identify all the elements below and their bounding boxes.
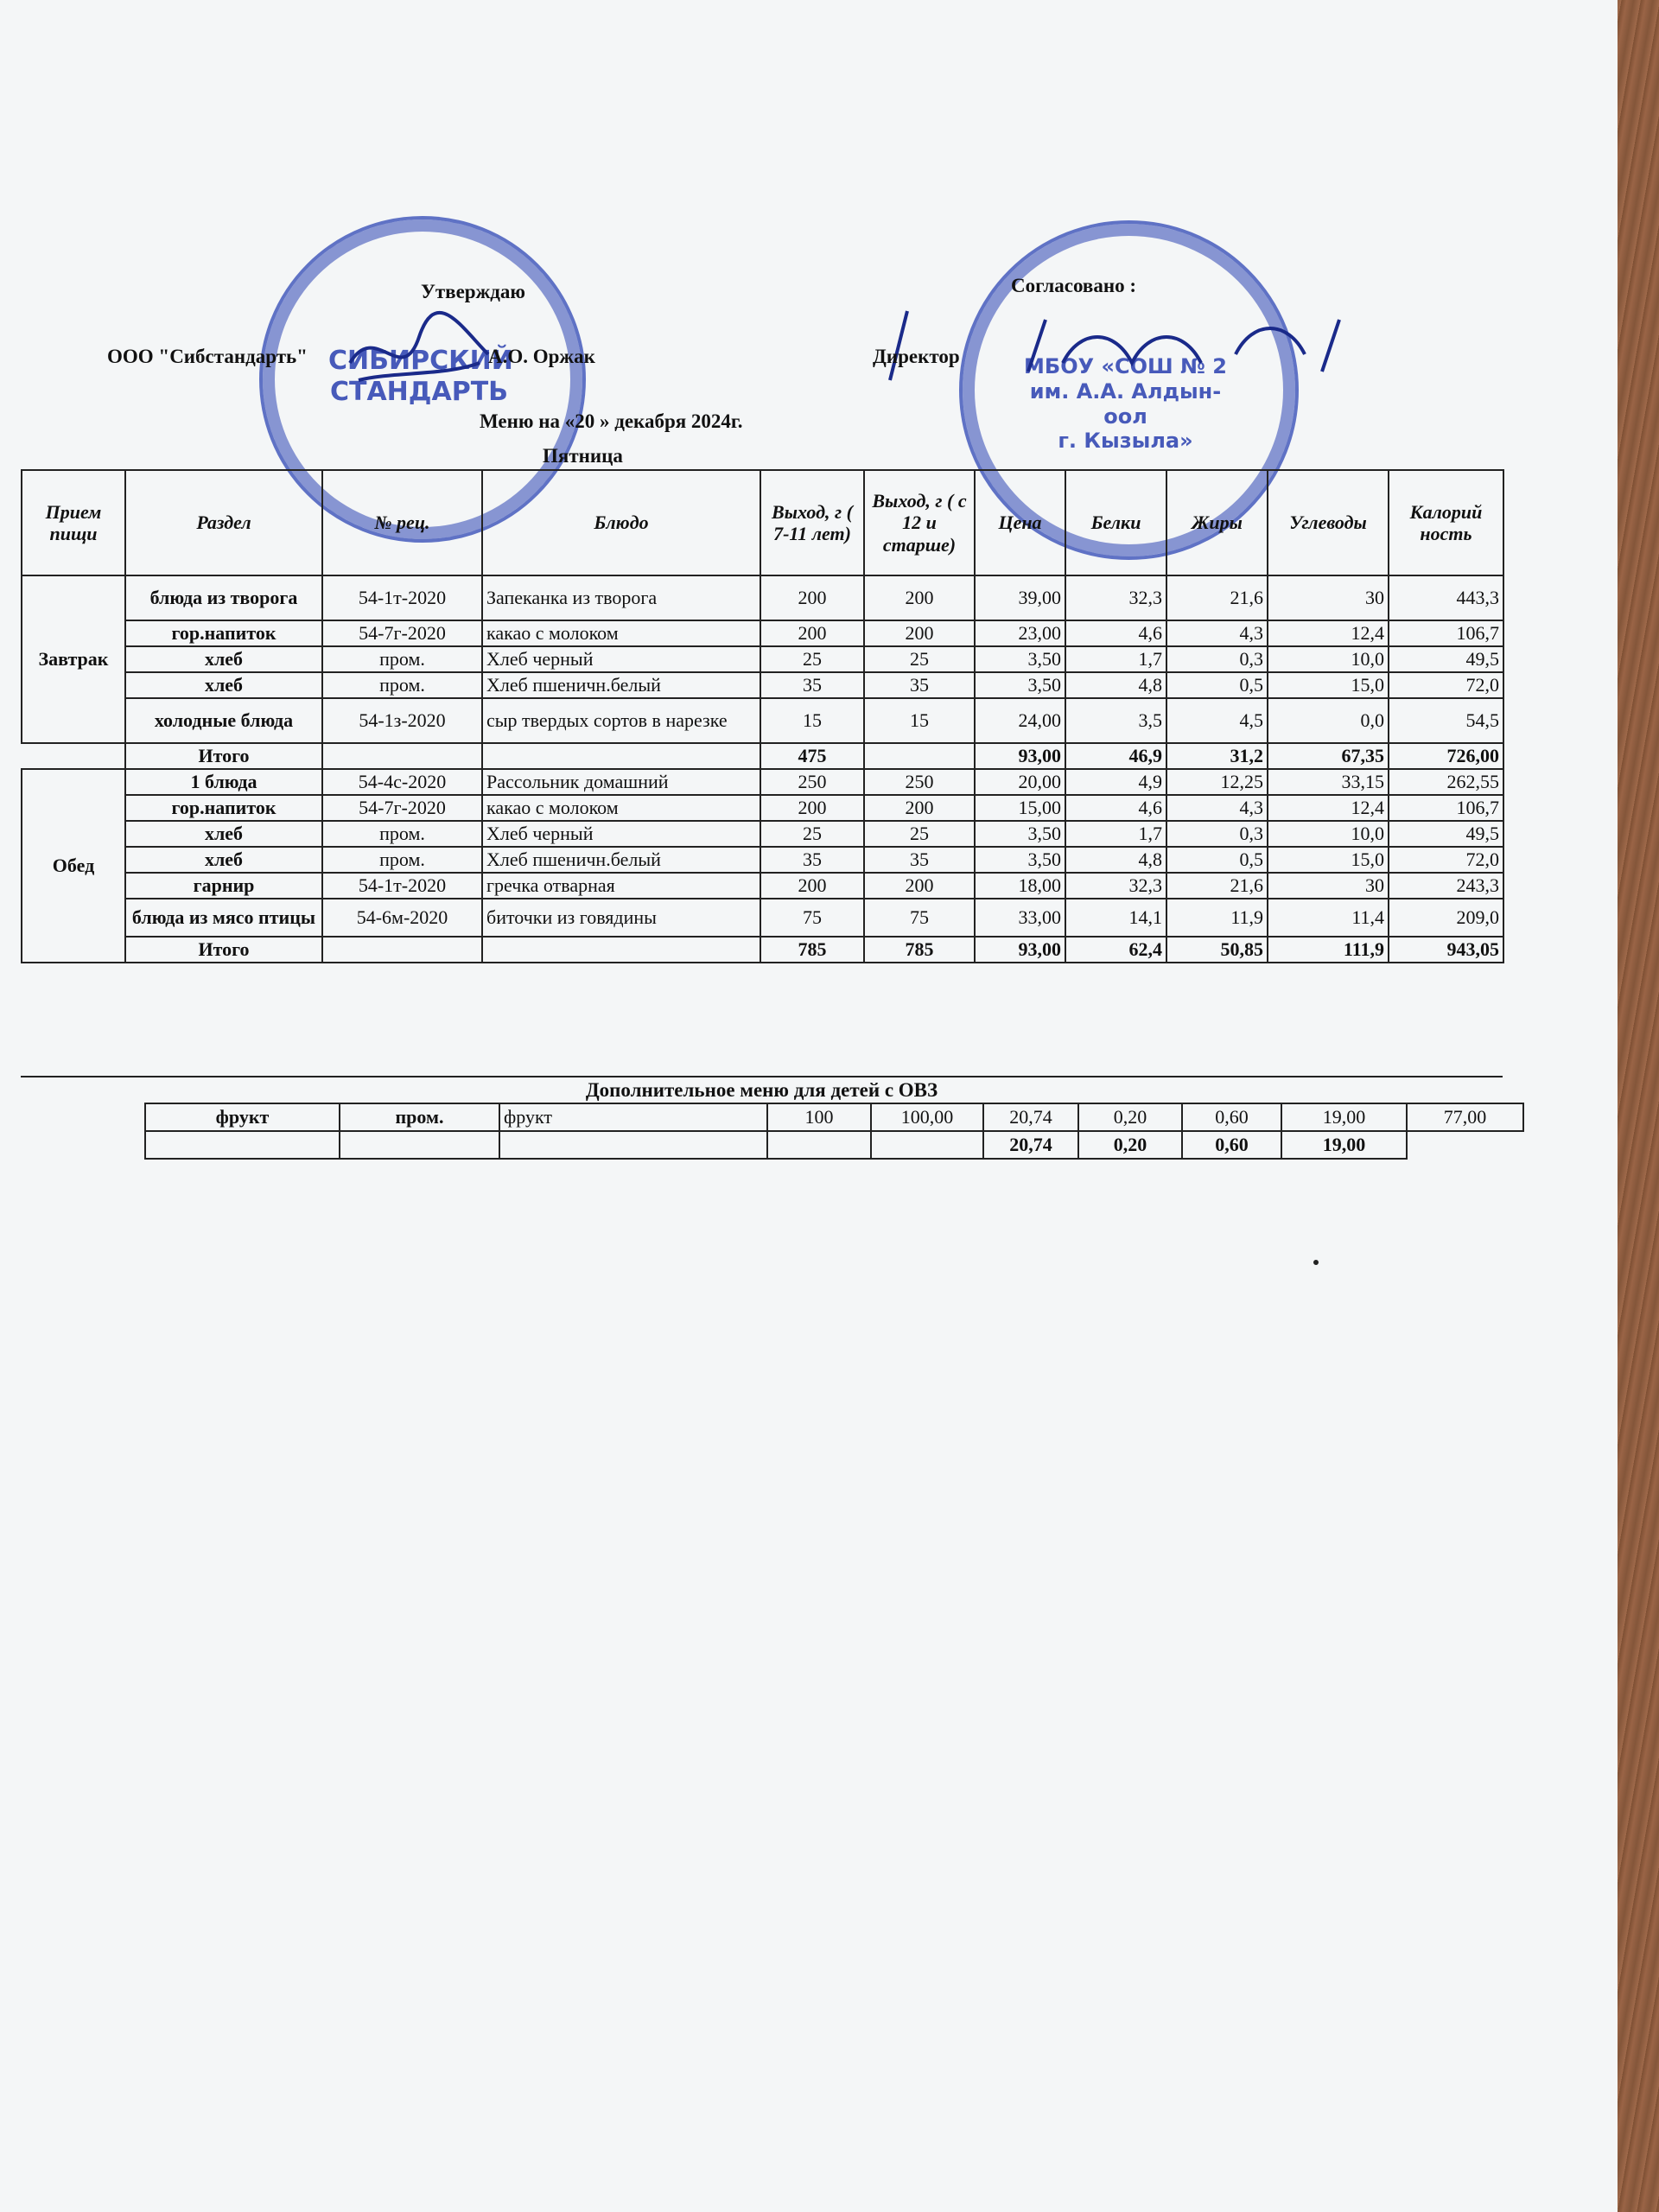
cell-out1: 200 xyxy=(760,575,864,620)
cell-protein: 4,6 xyxy=(1065,795,1166,821)
cell-kcal: 443,3 xyxy=(1389,575,1503,620)
cell-price: 3,50 xyxy=(975,646,1065,672)
cell-out1: 35 xyxy=(760,672,864,698)
col-carbs: Углеводы xyxy=(1268,470,1389,575)
cell-section: блюда из мясо птицы xyxy=(125,899,322,937)
cell-protein: 32,3 xyxy=(1065,575,1166,620)
cell-dish: какао с молоком xyxy=(482,795,760,821)
cell-kcal: 77,00 xyxy=(1407,1103,1523,1131)
cell-fat: 21,6 xyxy=(1166,575,1268,620)
cell-out2: 15 xyxy=(864,698,975,743)
agreed-label: Согласовано : xyxy=(1011,275,1137,296)
cell-dish: гречка отварная xyxy=(482,873,760,899)
cell-dish: Хлеб пшеничн.белый xyxy=(482,847,760,873)
cell-section: хлеб xyxy=(125,847,322,873)
cell-protein: 32,3 xyxy=(1065,873,1166,899)
cell-out2: 100,00 xyxy=(871,1103,983,1131)
cell-kcal: 54,5 xyxy=(1389,698,1503,743)
cell-recipe: пром. xyxy=(322,646,482,672)
cell-carbs: 10,0 xyxy=(1268,646,1389,672)
cell-carbs: 12,4 xyxy=(1268,795,1389,821)
cell-carbs: 19,00 xyxy=(1281,1103,1407,1131)
cell-protein: 3,5 xyxy=(1065,698,1166,743)
cell-price: 3,50 xyxy=(975,821,1065,847)
cell-recipe: 54-1т-2020 xyxy=(322,575,482,620)
table-row xyxy=(22,899,1503,937)
cell-out2: 35 xyxy=(864,847,975,873)
cell-dish: Запеканка из творога xyxy=(482,575,760,620)
cell-fat: 21,6 xyxy=(1166,873,1268,899)
cell-carbs: 19,00 xyxy=(1281,1131,1407,1159)
cell-fat: 0,3 xyxy=(1166,821,1268,847)
cell-dish: биточки из говядины xyxy=(482,899,760,937)
col-out1: Выход, г ( 7-11 лет) xyxy=(760,470,864,575)
meal-cell: Обед xyxy=(22,769,125,963)
extra-menu-table xyxy=(144,1103,1524,1160)
cell-out1: 100 xyxy=(767,1103,871,1131)
total-protein: 46,9 xyxy=(1065,743,1166,769)
cell-kcal: 49,5 xyxy=(1389,821,1503,847)
cell-price: 20,00 xyxy=(975,769,1065,795)
total-fat: 50,85 xyxy=(1166,937,1268,963)
cell-out2: 200 xyxy=(864,795,975,821)
cell-price: 20,74 xyxy=(983,1131,1078,1159)
company-signer: А.О. Оржак xyxy=(488,346,595,367)
cell-fat: 4,5 xyxy=(1166,698,1268,743)
cell-fat: 4,3 xyxy=(1166,620,1268,646)
total-out2 xyxy=(864,743,975,769)
total-kcal: 726,00 xyxy=(1389,743,1503,769)
cell-kcal: 106,7 xyxy=(1389,795,1503,821)
cell-protein: 1,7 xyxy=(1065,821,1166,847)
cell-out2: 75 xyxy=(864,899,975,937)
weekday: Пятница xyxy=(543,445,623,467)
cell-out1: 25 xyxy=(760,646,864,672)
cell-recipe: 54-7г-2020 xyxy=(322,795,482,821)
cell-out1: 250 xyxy=(760,769,864,795)
cell-price: 20,74 xyxy=(983,1103,1078,1131)
cell-dish: Рассольник домашний xyxy=(482,769,760,795)
total-label: Итого xyxy=(125,743,322,769)
cell-fat: 0,5 xyxy=(1166,672,1268,698)
cell-section: хлеб xyxy=(125,672,322,698)
cell-recipe: пром. xyxy=(322,672,482,698)
cell-out2: 250 xyxy=(864,769,975,795)
cell-recipe: 54-7г-2020 xyxy=(322,620,482,646)
cell-protein: 4,8 xyxy=(1065,672,1166,698)
col-section: Раздел xyxy=(125,470,322,575)
cell-recipe: 54-1з-2020 xyxy=(322,698,482,743)
cell-dish: Хлеб черный xyxy=(482,646,760,672)
cell-fat: 0,60 xyxy=(1182,1131,1281,1159)
cell-recipe: 54-1т-2020 xyxy=(322,873,482,899)
cell-recipe: 54-6м-2020 xyxy=(322,899,482,937)
cell-recipe: 54-4с-2020 xyxy=(322,769,482,795)
cell-out1: 25 xyxy=(760,821,864,847)
cell-carbs: 0,0 xyxy=(1268,698,1389,743)
total-carbs: 111,9 xyxy=(1268,937,1389,963)
cell-carbs: 33,15 xyxy=(1268,769,1389,795)
cell-out2: 25 xyxy=(864,821,975,847)
col-out2: Выход, г ( с 12 и старше) xyxy=(864,470,975,575)
total-label: Итого xyxy=(125,937,322,963)
cell-section: фрукт xyxy=(145,1103,340,1131)
table-row xyxy=(22,646,1503,672)
cell-section: гор.напиток xyxy=(125,795,322,821)
cell-carbs: 12,4 xyxy=(1268,620,1389,646)
cell-kcal: 49,5 xyxy=(1389,646,1503,672)
table-row xyxy=(145,1103,1523,1131)
table-row xyxy=(22,620,1503,646)
table-row xyxy=(22,698,1503,743)
col-meal: Прием пищи xyxy=(22,470,125,575)
ink-dot xyxy=(1313,1260,1319,1265)
table-row xyxy=(22,575,1503,620)
cell-out2: 35 xyxy=(864,672,975,698)
cell-price: 24,00 xyxy=(975,698,1065,743)
cell-section: гор.напиток xyxy=(125,620,322,646)
total-out2: 785 xyxy=(864,937,975,963)
menu-title: Меню на «20 » декабря 2024г. xyxy=(480,410,743,432)
cell-out1: 200 xyxy=(760,795,864,821)
cell-out2: 25 xyxy=(864,646,975,672)
cell-protein: 14,1 xyxy=(1065,899,1166,937)
cell-dish: Хлеб черный xyxy=(482,821,760,847)
col-dish: Блюдо xyxy=(482,470,760,575)
total-row xyxy=(22,743,1503,769)
total-carbs: 67,35 xyxy=(1268,743,1389,769)
cell-fat: 11,9 xyxy=(1166,899,1268,937)
cell-out2: 200 xyxy=(864,620,975,646)
cell-fat: 0,60 xyxy=(1182,1103,1281,1131)
cell-kcal: 243,3 xyxy=(1389,873,1503,899)
cell-recipe: пром. xyxy=(322,847,482,873)
cell-recipe: пром. xyxy=(340,1103,499,1131)
total-fat: 31,2 xyxy=(1166,743,1268,769)
cell-protein: 0,20 xyxy=(1078,1103,1182,1131)
table-row xyxy=(22,795,1503,821)
cell-out2: 200 xyxy=(864,873,975,899)
cell-dish: какао с молоком xyxy=(482,620,760,646)
cell-protein: 4,9 xyxy=(1065,769,1166,795)
cell-out1: 75 xyxy=(760,899,864,937)
cell-kcal: 209,0 xyxy=(1389,899,1503,937)
cell-section: гарнир xyxy=(125,873,322,899)
cell-out1: 15 xyxy=(760,698,864,743)
cell-price: 39,00 xyxy=(975,575,1065,620)
meal-cell: Завтрак xyxy=(22,575,125,743)
cell-carbs: 15,0 xyxy=(1268,672,1389,698)
cell-price: 23,00 xyxy=(975,620,1065,646)
approve-label: Утверждаю xyxy=(421,281,525,302)
cell-carbs: 30 xyxy=(1268,575,1389,620)
cell-dish: сыр твердых сортов в нарезке xyxy=(482,698,760,743)
total-protein: 62,4 xyxy=(1065,937,1166,963)
director-label: Директор xyxy=(873,346,960,367)
cell-section: блюда из творога xyxy=(125,575,322,620)
cell-fat: 0,3 xyxy=(1166,646,1268,672)
table-header-row xyxy=(22,470,1503,575)
cell-out1: 200 xyxy=(760,620,864,646)
cell-price: 3,50 xyxy=(975,672,1065,698)
menu-table xyxy=(21,469,1504,963)
total-kcal: 943,05 xyxy=(1389,937,1503,963)
total-out1: 785 xyxy=(760,937,864,963)
cell-protein: 4,8 xyxy=(1065,847,1166,873)
table-row xyxy=(22,873,1503,899)
extra-total-row xyxy=(145,1131,1523,1159)
cell-price: 15,00 xyxy=(975,795,1065,821)
table-row xyxy=(22,821,1503,847)
cell-kcal: 262,55 xyxy=(1389,769,1503,795)
cell-fat: 4,3 xyxy=(1166,795,1268,821)
table-row xyxy=(22,847,1503,873)
col-recipe: № рец. xyxy=(322,470,482,575)
cell-price: 3,50 xyxy=(975,847,1065,873)
extra-menu-title: Дополнительное меню для детей с ОВЗ xyxy=(21,1076,1503,1102)
cell-out1: 200 xyxy=(760,873,864,899)
cell-protein: 1,7 xyxy=(1065,646,1166,672)
total-price: 93,00 xyxy=(975,743,1065,769)
cell-fat: 12,25 xyxy=(1166,769,1268,795)
total-price: 93,00 xyxy=(975,937,1065,963)
total-row xyxy=(22,937,1503,963)
cell-recipe: пром. xyxy=(322,821,482,847)
cell-out1: 35 xyxy=(760,847,864,873)
col-fat: Жиры xyxy=(1166,470,1268,575)
cell-price: 18,00 xyxy=(975,873,1065,899)
cell-dish: фрукт xyxy=(499,1103,767,1131)
col-protein: Белки xyxy=(1065,470,1166,575)
table-row xyxy=(22,769,1503,795)
company-seal-text: СИБИРСКИЙ СТАНДАРТЬ xyxy=(328,346,513,407)
cell-fat: 0,5 xyxy=(1166,847,1268,873)
cell-section: хлеб xyxy=(125,646,322,672)
col-kcal: Калорий ность xyxy=(1389,470,1503,575)
company-signature xyxy=(341,302,497,406)
table-row xyxy=(22,672,1503,698)
cell-carbs: 30 xyxy=(1268,873,1389,899)
total-out1: 475 xyxy=(760,743,864,769)
cell-kcal: 72,0 xyxy=(1389,672,1503,698)
col-price: Цена xyxy=(975,470,1065,575)
cell-carbs: 10,0 xyxy=(1268,821,1389,847)
cell-price: 33,00 xyxy=(975,899,1065,937)
cell-section: 1 блюда xyxy=(125,769,322,795)
cell-section: холодные блюда xyxy=(125,698,322,743)
company-name: ООО "Сибстандарть" xyxy=(107,346,308,367)
cell-kcal: 106,7 xyxy=(1389,620,1503,646)
cell-dish: Хлеб пшеничн.белый xyxy=(482,672,760,698)
cell-section: хлеб xyxy=(125,821,322,847)
cell-kcal: 72,0 xyxy=(1389,847,1503,873)
cell-protein: 0,20 xyxy=(1078,1131,1182,1159)
school-seal-text: МБОУ «СОШ № 2 им. А.А. Алдын-оол г. Кызыла» xyxy=(1024,354,1227,454)
cell-carbs: 15,0 xyxy=(1268,847,1389,873)
cell-protein: 4,6 xyxy=(1065,620,1166,646)
cell-out2: 200 xyxy=(864,575,975,620)
cell-carbs: 11,4 xyxy=(1268,899,1389,937)
